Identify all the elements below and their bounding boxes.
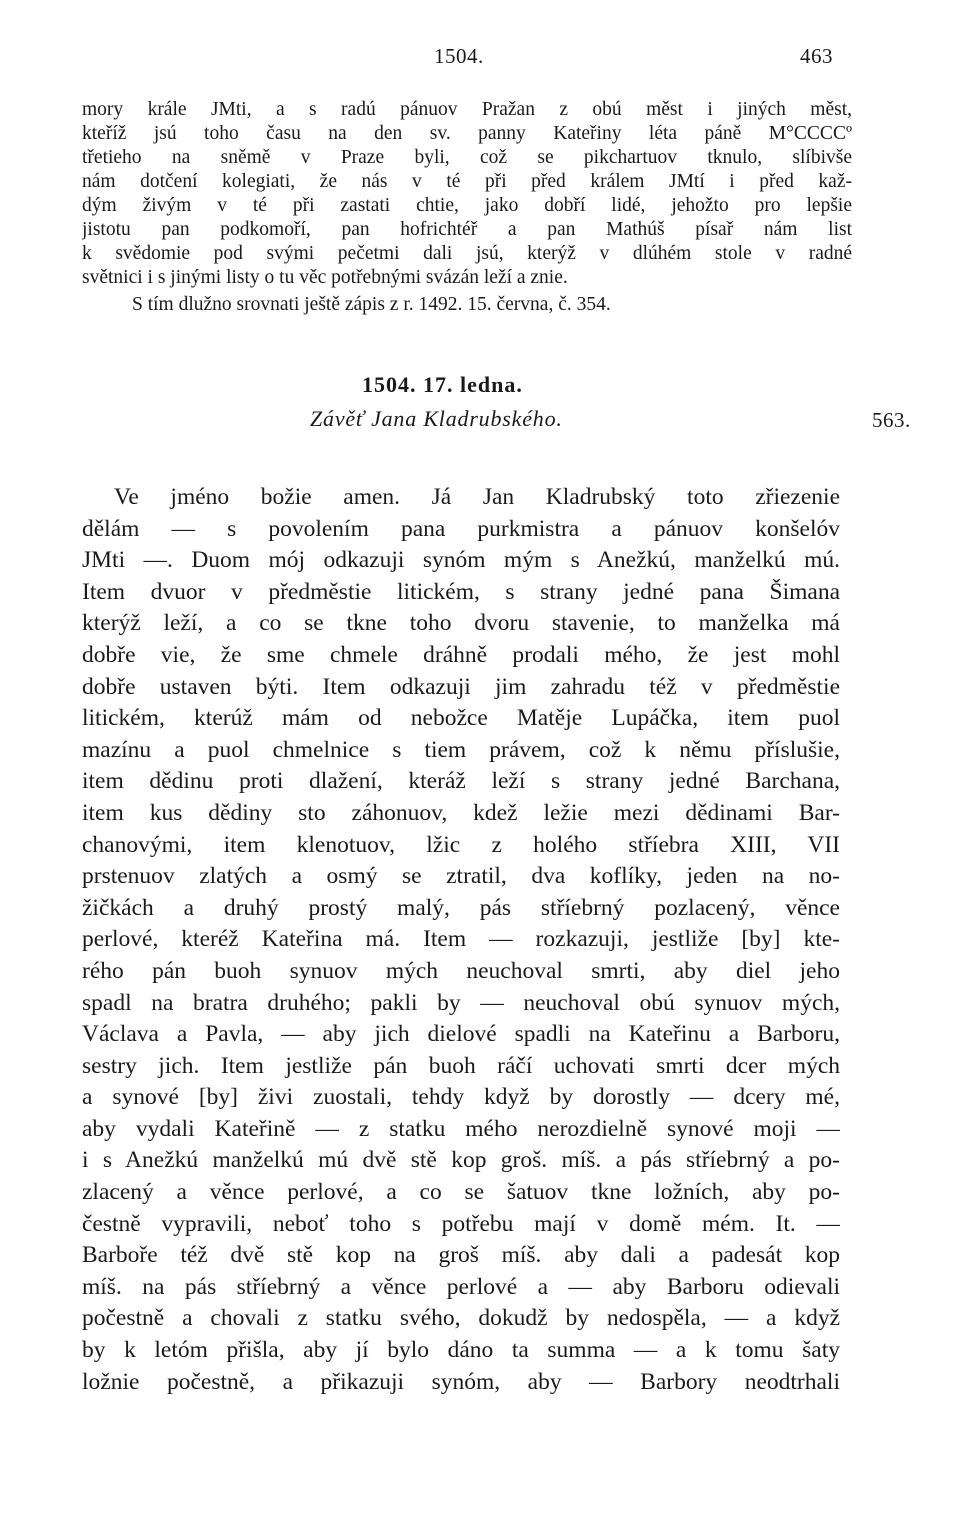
page-number: 463	[800, 44, 833, 68]
text-line: dobře vie, že sme chmele dráhně prodali mého, že jest mohl	[82, 641, 840, 668]
text-line: Barboře též dvě stě kop na groš míš. aby dali a padesát kop	[82, 1242, 840, 1269]
text-line: item dědinu proti dlažení, kteráž leží s strany jedné Barchana,	[82, 768, 840, 795]
running-header	[0, 44, 960, 74]
text-line: nám dotčení kolegiati, že nás v té při před králem JMtí i před kaž-	[82, 171, 852, 192]
text-line: dým živým v té při zastati chtie, jako dobří lidé, jehožto pro lepšie	[82, 195, 852, 216]
text-line: světnici i s jinými listy o tu věc potřebnými svázán leží a znie.	[82, 267, 568, 288]
record-date-text: 1504. 17. ledna.	[362, 372, 523, 397]
text-line: zlacený a věnce perlové, a co se šatuov tkne ložních, aby po-	[82, 1179, 840, 1206]
text-line: třetieho na sněmě v Praze byli, což se pikchartuov tknulo, slíbivše	[82, 147, 852, 168]
text-line: item kus dědiny sto záhonuov, kdež ležie mezi dědinami Bar-	[82, 799, 840, 826]
text-line: čestně vypravili, neboť toho s potřebu mají v domě mém. It. —	[82, 1210, 840, 1237]
text-line: kterýž leží, a co se tkne toho dvoru stavenie, to manželka má	[82, 610, 840, 637]
text-line: mory krále JMti, a s radú pánuov Pražan z obú měst i jiných měst,	[82, 99, 852, 120]
previous-record-text	[82, 98, 852, 317]
text-line: žičkách a druhý prostý malý, pás stříebrný pozlacený, věnce	[82, 894, 840, 921]
text-line: kteříž jsú toho času na den sv. panny Kateřiny léta páně M°CCCCº	[82, 123, 852, 144]
text-line: by k letóm přišla, aby jí bylo dáno ta summa — a k tomu šaty	[82, 1337, 840, 1364]
text-line: sestry jich. Item jestliže pán buoh ráčí uchovati smrti dcer mých	[82, 1052, 840, 1079]
text-line: a synové [by] živi zuostali, tehdy když by dorostly — dcery mé,	[82, 1084, 840, 1111]
record-body	[82, 482, 840, 1398]
text-line: spadl na bratra druhého; pakli by — neuchoval obú synuov mých,	[82, 989, 840, 1016]
text-line: rého pán buoh synuov mých neuchoval smrti, aby diel jeho	[82, 957, 840, 984]
text-line: aby vydali Kateřině — z statku mého nerozdielně synové moji —	[82, 1115, 840, 1142]
text-line: jistotu pan podkomoří, pan hofrichtéř a pan Mathúš písař nám list	[82, 219, 852, 240]
text-line: dělám — s povolením pana purkmistra a pánuov konšelóv	[82, 515, 840, 542]
text-line: Václava a Pavla, — aby jich dielové spadli na Kateřinu a Barboru,	[82, 1021, 840, 1048]
text-line: mazínu a puol chmelnice s tiem právem, což k němu příslušie,	[82, 736, 840, 763]
text-line: Ve jméno božie amen. Já Jan Kladrubský toto zřiezenie	[114, 484, 840, 510]
record-number: 563.	[872, 408, 911, 432]
text-line: litickém, kterúž mám od nebožce Matěje Lupáčka, item puol	[82, 705, 840, 732]
cross-reference-note: S tím dlužno srovnati ještě zápis z r. 1492. 15. června, č. 354.	[132, 294, 611, 315]
text-line: k svědomie pod svými pečetmi dali jsú, kterýž v dlúhém stole v radné	[82, 243, 852, 264]
text-line: počestně a chovali z statku svého, dokudž by nedospěla, — a když	[82, 1305, 840, 1332]
text-line: ložnie počestně, a přikazuji synóm, aby — Barbory neodtrhali	[82, 1368, 840, 1395]
text-line: dobře ustaven býti. Item odkazuji jim zahradu též v předměstie	[82, 673, 840, 700]
text-line: míš. na pás stříebrný a věnce perlové a — aby Barboru odievali	[82, 1273, 840, 1300]
text-line: perlové, kteréž Kateřina má. Item — rozkazuji, jestliže [by] kte-	[82, 926, 840, 953]
text-line: JMti —. Duom mój odkazuji synóm mým s Anežkú, manželkú mú.	[82, 547, 840, 574]
text-line: chanovými, item klenotuov, lžic z holého stříebra XIII, VII	[82, 831, 840, 858]
text-line: Item dvuor v předměstie litickém, s strany jedné pana Šimana	[82, 578, 840, 605]
text-line: i s Anežkú manželkú mú dvě stě kop groš. míš. a pás stříebrný a po-	[82, 1147, 840, 1174]
text-line: prstenuov zlatých a osmý se ztratil, dva koflíky, jeden na no-	[82, 863, 840, 890]
record-title: Závěť Jana Kladrubského.	[310, 406, 563, 431]
header-year: 1504.	[434, 44, 484, 68]
